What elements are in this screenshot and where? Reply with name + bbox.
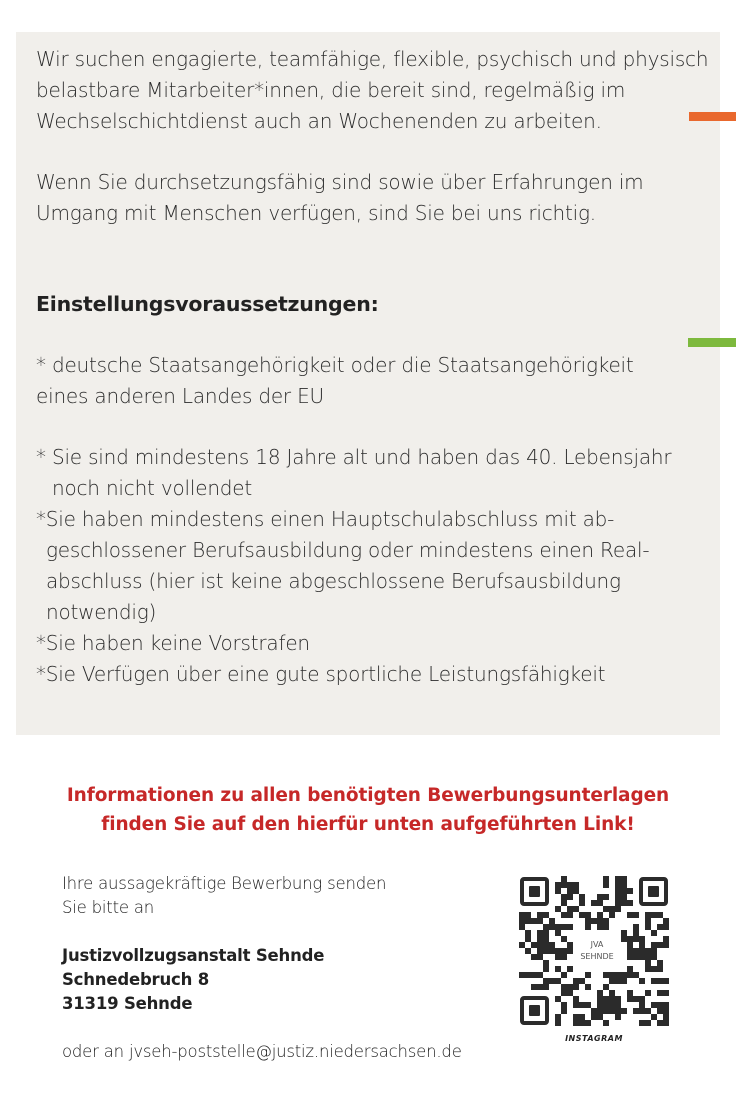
qr-module	[645, 960, 651, 966]
qr-module	[627, 948, 633, 954]
qr-module	[537, 936, 543, 942]
qr-module	[537, 930, 543, 936]
qr-module	[597, 996, 603, 1002]
qr-module	[561, 990, 567, 996]
qr-module	[597, 1014, 603, 1020]
qr-module	[561, 936, 567, 942]
panel-text	[36, 44, 736, 690]
instagram-caption: INSTAGRAM	[565, 1034, 623, 1043]
qr-module	[645, 990, 651, 996]
qr-module	[555, 996, 561, 1002]
qr-module	[657, 912, 663, 918]
qr-module	[567, 990, 573, 996]
qr-module	[531, 972, 537, 978]
qr-module	[603, 1020, 609, 1026]
qr-module	[627, 972, 633, 978]
qr-module	[663, 936, 669, 942]
qr-module	[561, 882, 567, 888]
requirement-line: noch nicht vollendet	[52, 476, 253, 500]
qr-module	[645, 1020, 651, 1026]
qr-module	[663, 978, 669, 984]
qr-module	[633, 936, 639, 942]
qr-module	[555, 978, 561, 984]
requirement-line: abschluss (hier ist keine abgeschlossene Berufsausbildung	[46, 569, 621, 593]
qr-module	[543, 942, 549, 948]
qr-module	[615, 996, 621, 1002]
qr-module	[657, 966, 663, 972]
qr-module	[627, 996, 633, 1002]
qr-module	[573, 1002, 579, 1008]
qr-module	[525, 912, 531, 918]
qr-module	[603, 918, 609, 924]
qr-module	[621, 888, 627, 894]
qr-module	[561, 984, 567, 990]
qr-module	[645, 966, 651, 972]
qr-module	[579, 1002, 585, 1008]
qr-module	[621, 1008, 627, 1014]
qr-module	[639, 1020, 645, 1026]
application-info-notice	[0, 781, 736, 839]
qr-module	[657, 1020, 663, 1026]
qr-module	[525, 936, 531, 942]
info-line: Informationen zu allen benötigten Bewerbungsunterlagen	[66, 785, 670, 806]
qr-module	[579, 894, 585, 900]
qr-module	[561, 1002, 567, 1008]
qr-module	[567, 882, 573, 888]
qr-module	[645, 924, 651, 930]
qr-module	[663, 1008, 669, 1014]
qr-module	[531, 918, 537, 924]
qr-module	[603, 1008, 609, 1014]
qr-module	[549, 918, 555, 924]
qr-module	[651, 978, 657, 984]
qr-module	[615, 978, 621, 984]
qr-module	[663, 1014, 669, 1020]
qr-module	[597, 990, 603, 996]
qr-module	[639, 942, 645, 948]
qr-module	[549, 942, 555, 948]
intro-line: Wechselschichtdienst auch an Wochenenden zu arbeiten.	[36, 109, 602, 133]
qr-module	[597, 1008, 603, 1014]
qr-module	[561, 894, 567, 900]
qr-module	[537, 912, 543, 918]
qr-module	[591, 1014, 597, 1020]
qr-module	[603, 906, 609, 912]
qr-module	[561, 924, 567, 930]
contact-intro: Ihre aussagekräftige Bewerbung senden	[62, 874, 387, 893]
qr-module	[567, 888, 573, 894]
qr-module	[627, 936, 633, 942]
qr-module	[555, 1020, 561, 1026]
qr-module	[531, 984, 537, 990]
qr-module	[621, 900, 627, 906]
qr-module	[573, 882, 579, 888]
qr-module	[579, 900, 585, 906]
qr-module	[561, 1008, 567, 1014]
qr-module	[621, 978, 627, 984]
second-paragraph-line: Umgang mit Menschen verfügen, sind Sie bei uns richtig.	[36, 201, 596, 225]
qr-module	[609, 978, 615, 984]
qr-module	[615, 1008, 621, 1014]
qr-module	[519, 942, 525, 948]
qr-module	[561, 972, 567, 978]
qr-module	[615, 894, 621, 900]
qr-module	[663, 1002, 669, 1008]
qr-module	[573, 906, 579, 912]
qr-module	[543, 984, 549, 990]
contact-block	[62, 872, 502, 1064]
qr-module	[555, 1014, 561, 1020]
qr-module	[579, 978, 585, 984]
qr-module	[603, 924, 609, 930]
qr-module	[603, 996, 609, 1002]
qr-module	[585, 1020, 591, 1026]
qr-module	[525, 918, 531, 924]
qr-module	[579, 1020, 585, 1026]
qr-module	[609, 972, 615, 978]
qr-module	[639, 948, 645, 954]
qr-module	[603, 894, 609, 900]
qr-module	[567, 894, 573, 900]
qr-module	[543, 978, 549, 984]
qr-module	[627, 942, 633, 948]
qr-module	[663, 924, 669, 930]
qr-module	[609, 1002, 615, 1008]
qr-module	[549, 978, 555, 984]
intro-line: Wir suchen engagierte, teamfähige, flexible, psychisch und physisch	[36, 47, 709, 71]
qr-module	[567, 984, 573, 990]
qr-module	[543, 924, 549, 930]
qr-module	[615, 876, 621, 882]
qr-module	[615, 888, 621, 894]
qr-module	[639, 1008, 645, 1014]
qr-module	[525, 972, 531, 978]
qr-module	[615, 906, 621, 912]
intro-line: belastbare Mitarbeiter*innen, die bereit sind, regelmäßig im	[36, 78, 626, 102]
requirement-line: *Sie haben mindestens einen Hauptschulabschluss mit ab-	[36, 507, 615, 531]
instagram-qr-code[interactable]	[519, 876, 669, 1026]
qr-module	[561, 912, 567, 918]
qr-module	[609, 990, 615, 996]
qr-module	[615, 882, 621, 888]
qr-module	[543, 936, 549, 942]
qr-module	[633, 924, 639, 930]
qr-module	[621, 876, 627, 882]
qr-module	[663, 990, 669, 996]
qr-module	[603, 984, 609, 990]
qr-module	[543, 960, 549, 966]
qr-module	[657, 1002, 663, 1008]
qr-module	[543, 966, 549, 972]
qr-module	[519, 972, 525, 978]
qr-center-label: SEHNDE	[580, 952, 614, 961]
street-address: Schnedebruch 8	[62, 970, 209, 989]
qr-module	[627, 912, 633, 918]
qr-module	[573, 1020, 579, 1026]
qr-module	[651, 1002, 657, 1008]
qr-module	[651, 930, 657, 936]
qr-module	[525, 930, 531, 936]
qr-module	[537, 918, 543, 924]
qr-module	[663, 1020, 669, 1026]
qr-module	[633, 1008, 639, 1014]
qr-module	[585, 918, 591, 924]
qr-module	[657, 1008, 663, 1014]
qr-module	[627, 888, 633, 894]
qr-module	[657, 960, 663, 966]
qr-module	[555, 966, 561, 972]
qr-module	[519, 912, 525, 918]
qr-module	[561, 900, 567, 906]
qr-module	[573, 978, 579, 984]
qr-module	[585, 1002, 591, 1008]
qr-module	[573, 984, 579, 990]
qr-module	[645, 912, 651, 918]
qr-module	[627, 990, 633, 996]
qr-module	[633, 954, 639, 960]
qr-module	[633, 972, 639, 978]
qr-module	[549, 948, 555, 954]
qr-module	[639, 954, 645, 960]
email-line[interactable]: oder an jvseh-poststelle@justiz.niedersachsen.de	[62, 1042, 462, 1061]
second-paragraph-line: Wenn Sie durchsetzungsfähig sind sowie über Erfahrungen im	[36, 170, 644, 194]
qr-module	[645, 1008, 651, 1014]
qr-module	[645, 948, 651, 954]
qr-module	[555, 888, 561, 894]
qr-module	[585, 984, 591, 990]
qr-module	[633, 912, 639, 918]
qr-module	[567, 924, 573, 930]
qr-module	[651, 954, 657, 960]
qr-module	[537, 972, 543, 978]
qr-module	[651, 1014, 657, 1020]
qr-module	[633, 930, 639, 936]
qr-module	[573, 996, 579, 1002]
qr-module	[597, 918, 603, 924]
qr-module	[621, 930, 627, 936]
qr-module	[567, 942, 573, 948]
qr-module	[627, 900, 633, 906]
qr-module	[621, 894, 627, 900]
qr-module	[573, 888, 579, 894]
qr-module	[633, 948, 639, 954]
qr-module	[609, 912, 615, 918]
info-line: finden Sie auf den hierfür unten aufgeführten Link!	[101, 814, 635, 835]
qr-module	[555, 906, 561, 912]
qr-module	[585, 924, 591, 930]
qr-module	[585, 972, 591, 978]
requirement-line: *Sie haben keine Vorstrafen	[36, 631, 310, 655]
qr-module	[627, 954, 633, 960]
qr-module	[567, 948, 573, 954]
qr-module	[639, 978, 645, 984]
qr-module	[579, 912, 585, 918]
qr-module	[651, 948, 657, 954]
qr-module	[543, 948, 549, 954]
requirements-heading: Einstellungsvoraussetzungen:	[36, 292, 379, 316]
requirement-line: * Sie sind mindestens 18 Jahre alt und haben das 40. Lebensjahr	[36, 445, 672, 469]
qr-module	[621, 882, 627, 888]
qr-module	[609, 1008, 615, 1014]
qr-module	[597, 900, 603, 906]
qr-module	[537, 954, 543, 960]
qr-module	[591, 900, 597, 906]
qr-module	[537, 948, 543, 954]
qr-module	[597, 912, 603, 918]
qr-module	[621, 972, 627, 978]
qr-module	[555, 882, 561, 888]
qr-module	[615, 900, 621, 906]
qr-module	[657, 990, 663, 996]
qr-module	[561, 954, 567, 960]
qr-module	[525, 948, 531, 954]
qr-module	[591, 918, 597, 924]
qr-module	[609, 996, 615, 1002]
qr-module	[561, 948, 567, 954]
requirement-line: * deutsche Staatsangehörigkeit oder die Staatsangehörigkeit	[36, 353, 634, 377]
qr-module	[663, 918, 669, 924]
qr-module	[657, 924, 663, 930]
requirement-line: *Sie Verfügen über eine gute sportliche Leistungsfähigkeit	[36, 662, 606, 686]
qr-module	[621, 936, 627, 942]
requirement-line: eines anderen Landes der EU	[36, 384, 324, 408]
qr-module	[657, 942, 663, 948]
qr-module	[645, 918, 651, 924]
qr-module	[567, 906, 573, 912]
qr-module	[519, 918, 525, 924]
qr-module	[603, 1002, 609, 1008]
qr-module	[603, 972, 609, 978]
qr-module	[639, 936, 645, 942]
qr-module	[627, 966, 633, 972]
city-address: 31319 Sehnde	[62, 994, 193, 1013]
qr-module	[603, 876, 609, 882]
qr-module	[591, 1008, 597, 1014]
requirement-line: geschlossener Berufsausbildung oder mindestens einen Real-	[46, 538, 650, 562]
qr-module	[543, 912, 549, 918]
qr-module	[597, 894, 603, 900]
qr-module	[555, 924, 561, 930]
qr-module	[519, 924, 525, 930]
qr-module	[615, 972, 621, 978]
qr-module	[651, 942, 657, 948]
qr-module	[531, 954, 537, 960]
requirement-line: notwendig)	[46, 600, 157, 624]
qr-module	[531, 942, 537, 948]
qr-module	[657, 978, 663, 984]
qr-module	[609, 906, 615, 912]
qr-module	[651, 966, 657, 972]
qr-module	[579, 1014, 585, 1020]
qr-module	[645, 954, 651, 960]
qr-module	[537, 984, 543, 990]
qr-module	[549, 924, 555, 930]
qr-module	[537, 942, 543, 948]
qr-module	[633, 996, 639, 1002]
qr-module	[615, 1014, 621, 1020]
qr-center-label: JVA	[590, 940, 604, 949]
qr-module	[597, 924, 603, 930]
contact-intro: Sie bitte an	[62, 898, 155, 917]
qr-module	[567, 966, 573, 972]
qr-module	[639, 996, 645, 1002]
qr-module	[561, 876, 567, 882]
qr-module	[615, 1002, 621, 1008]
qr-module	[597, 1002, 603, 1008]
qr-module	[567, 912, 573, 918]
qr-module	[585, 912, 591, 918]
qr-module	[603, 882, 609, 888]
qr-module	[555, 948, 561, 954]
qr-module	[555, 930, 561, 936]
qr-module	[663, 942, 669, 948]
qr-module	[573, 1014, 579, 1020]
qr-module	[543, 930, 549, 936]
qr-module	[555, 954, 561, 960]
qr-module	[651, 912, 657, 918]
organization-name: Justizvollzugsanstalt Sehnde	[62, 946, 325, 965]
qr-module	[639, 1002, 645, 1008]
